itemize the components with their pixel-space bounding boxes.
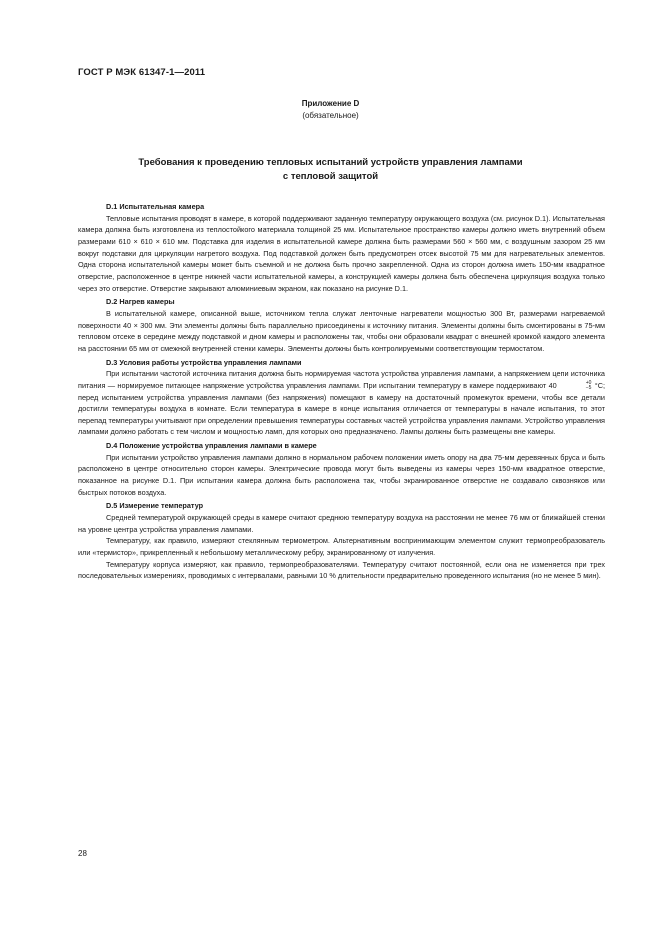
tolerance-upper: +0 <box>585 379 592 386</box>
annex-title: Приложение D <box>301 99 360 108</box>
temperature-tolerance <box>558 381 592 391</box>
document-body <box>78 201 605 582</box>
section-d3-paragraph <box>78 368 605 438</box>
section-d2-paragraph: В испытательной камере, описанной выше, источником тепла служат ленточные нагреватели мощностью 300 Вт, размерами нагреваемой поверхности 40 × 300 мм. Эти элементы должны быть параллельно присоединены к источнику питания. Элементы должны быть смонтированы в 75-мм тепловом отсеке в середине между подставкой и дном камеры и расположены так, чтобы они образовали квадрат с внешней кромкой каждого элемента на расстоянии 65 мм от смежной внутренней стенки камеры. Элементы должны быть контролируемыми соответствующим термостатом. <box>78 308 605 353</box>
section-d5-paragraph-2: Температуру, как правило, измеряют стеклянным термометром. Альтернативным воспринимающим элементом служит термопреобразователь или «термистор», прикрепленный к небольшому металлическому ребру, экранированному от излучения. <box>78 536 605 558</box>
section-d5-paragraph-3: Температуру корпуса измеряют, как правило, термопреобразователями. Температуру считают постоянной, если она не изменяется при трех последовательных измерениях, проводимых с интервалами, равными 10 % длительности предварительно проведенного испытания (но не менее 5 мин). <box>78 559 605 581</box>
annex-subtitle: (обязательное) <box>302 111 359 120</box>
section-d4-paragraph: При испытании устройство управления лампами должно в нормальном рабочем положении иметь опору на два 75-мм деревянных бруса и быть расположено в центре относительно сторон камеры. Электрические провода могут быть выведены из камеры через 150-мм квадратное отверстие, показанное на рисунке D.1. При испытании камера должна быть расположена так, чтобы экранированное отверстие не создавало сквозняков или быстрых потоков воздуха. <box>78 452 605 497</box>
tolerance-lower: −5 <box>585 384 592 391</box>
section-d3-text-part1: При испытании частотой источника питания должна быть нормируемая частота устройства управления лампами, а напряжением цепи источника питания — нормируемое питающее напряжение устройства управления лампами. При испытании температуру в камере поддерживают 40 <box>78 369 605 390</box>
annex-heading <box>90 156 571 183</box>
section-d3-heading: D.3 Условия работы устройства управления лампами <box>106 357 302 367</box>
annex-label <box>0 98 661 122</box>
section-d4-heading: D.4 Положение устройства управления лампами в камере <box>106 441 317 451</box>
section-d1-paragraph: Тепловые испытания проводят в камере, в которой поддерживают заданную температуру окружающего воздуха (см. рисунок D.1). Испытательная камера должна быть изготовлена из теплостойкого материала толщиной 25 мм. Испытательное пространство камеры должно иметь внутренний объем размерами 610 × 610 × 610 мм. Подставка для изделия в испытательной камере должна быть размерами 560 × 560 мм, с воздушным зазором 25 мм вокруг подставки для циркуляции нагретого воздуха. Под подставкой должен быть предусмотрен отсек высотой 75 мм для нагревательных элементов. Одна сторона испытательной камеры может быть съемной и не должна быть прочно закрепленной. Одна из сторон должна иметь 150-мм квадратное отверстие, расположенное в центре нижней части испытательной камеры, а конструкцией камеры должна быть обеспечена циркуляция воздуха только через это отверстие. Отверстие закрывают алюминиевым экраном, как показано на рисунке D.1. <box>78 213 605 293</box>
annex-heading-line1: Требования к проведению тепловых испытаний устройств управления лампами <box>138 157 523 168</box>
section-d1-heading: D.1 Испытательная камера <box>106 202 205 211</box>
page-number: 28 <box>78 849 87 858</box>
standard-header: ГОСТ Р МЭК 61347-1—2011 <box>78 67 206 78</box>
section-d3-text-part2: °С; перед испытанием устройства управления лампами (без напряжения) помещают в камеру на достаточный промежуток времени, чтобы все детали достигли температуры воздуха в комнате. Если температура в камере в конце испытания отличается от температуры в начале испытания, то этот перепад температуры учитывают при определении превышения температуры составных частей устройства управления лампами. Устройство управления лампами должно работать с тем числом и мощностью ламп, для которых оно предназначено. Лампы должны быть размещены вне камеры. <box>78 380 605 437</box>
section-d5-paragraph-1: Средней температурой окружающей среды в камере считают среднюю температуру воздуха на расстоянии не менее 76 мм от ближайшей стенки на уровне центра устройства управления лампами. <box>78 513 605 534</box>
section-d2-heading: D.2 Нагрев камеры <box>106 297 175 307</box>
annex-heading-line2: с тепловой защитой <box>282 170 379 182</box>
section-d5-heading: D.5 Измерение температур <box>106 501 204 511</box>
